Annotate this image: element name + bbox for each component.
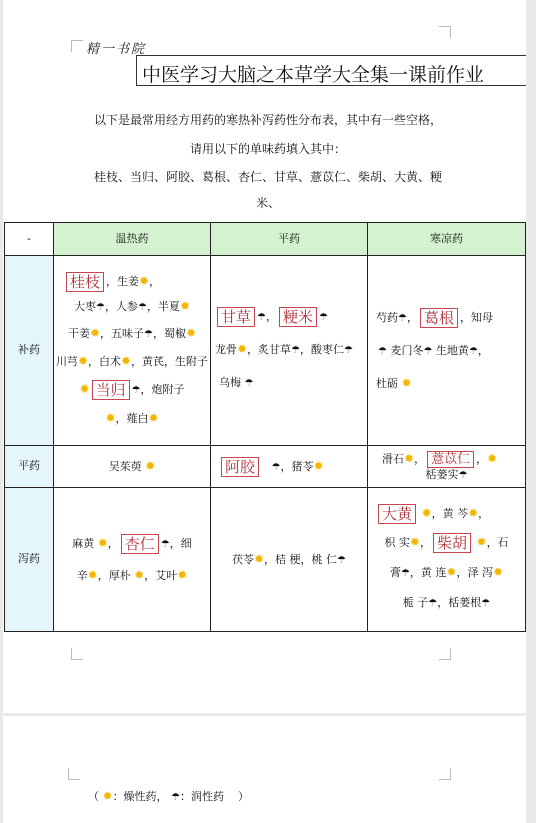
- sun-icon: ✹: [105, 411, 116, 425]
- sun-icon: ✹: [468, 506, 479, 520]
- sun-icon: ✹: [77, 354, 88, 368]
- sun-icon: ✹: [145, 458, 156, 473]
- herb-text: ，: [478, 507, 490, 520]
- herb-text: ，艾叶: [144, 569, 178, 582]
- answer-box: 杏仁: [121, 534, 159, 554]
- herb-text: 栝蒌实: [425, 467, 459, 481]
- answer-box: 粳米: [279, 307, 317, 327]
- sun-icon: ✹: [179, 299, 190, 313]
- answer-box: 桂枝: [66, 272, 104, 292]
- crop-mark: [439, 26, 451, 38]
- umbrella-icon: ☂: [458, 469, 468, 481]
- sun-icon: ✹: [492, 565, 504, 579]
- answer-box: 柴胡: [433, 533, 471, 553]
- sun-icon: ✹: [237, 341, 248, 356]
- herb-text: ，桔 梗，桃 仁: [264, 552, 338, 566]
- answer-box: 葛根: [420, 308, 458, 328]
- page-title: 中医学习大脑之本草学大全集一课前作业: [142, 64, 485, 86]
- herb-text: 滑石: [382, 452, 404, 466]
- herb-text: ，薤白: [115, 412, 149, 425]
- umbrella-icon: ☂: [344, 344, 353, 356]
- umbrella-icon: ☂: [271, 461, 281, 473]
- herb-text: ，石: [486, 536, 509, 549]
- sun-icon: ✹: [139, 274, 150, 288]
- herb-text: 吴茱萸: [108, 459, 142, 473]
- sun-icon: ✹: [185, 326, 197, 340]
- herb-text: ，黄芪，生附子: [131, 355, 209, 368]
- herb-text: ，: [419, 536, 431, 549]
- herb-text: ，细: [169, 537, 192, 550]
- herb-text: 膏: [389, 566, 401, 579]
- row-header-purgative: 泻药: [5, 488, 54, 632]
- legend: [88, 788, 249, 804]
- herb-text: 川芎: [55, 355, 78, 368]
- column-header-neutral: 平药: [211, 223, 368, 256]
- umbrella-icon: ☂: [96, 302, 105, 313]
- legend-moist-label: ：润性药: [180, 790, 225, 803]
- umbrella-icon: ☂: [291, 344, 301, 356]
- answer-box: 阿胶: [221, 457, 259, 477]
- herb-text: ，栝蒌根: [437, 596, 482, 609]
- herb-text: 干姜: [67, 327, 90, 340]
- umbrella-icon: ☂: [423, 346, 433, 357]
- herb-text: ，酸枣仁: [300, 342, 345, 356]
- sun-icon: ✹: [404, 451, 415, 466]
- herb-text: ，蜀椒: [152, 327, 186, 340]
- herb-text: 杜砺: [376, 377, 398, 390]
- umbrella-icon: ☂: [160, 539, 170, 550]
- herb-text: 大枣: [74, 300, 96, 313]
- herb-text: ，知母: [459, 311, 493, 324]
- umbrella-icon: ☂: [171, 792, 181, 803]
- herb-text: 辛: [76, 569, 88, 582]
- cell-neutral-cold: [368, 446, 526, 488]
- umbrella-icon: ☂: [398, 313, 407, 324]
- herb-text: ，猪苓: [280, 459, 314, 473]
- herb-text: ，黄 连: [409, 566, 447, 579]
- umbrella-icon: ☂: [337, 554, 347, 566]
- intro-line: 请用以下的单味药填入其中：: [189, 142, 346, 156]
- legend-paren: ）: [238, 790, 250, 803]
- intro-line: 以下是最常用经方用药的寒热补泻药性分布表，其中有一些空格，: [93, 113, 442, 127]
- umbrella-icon: ☂: [428, 598, 438, 609]
- brand-logo: 精一书院: [86, 42, 147, 57]
- umbrella-icon: ☂: [131, 385, 141, 396]
- legend-paren: （: [88, 790, 99, 803]
- herb-text: ，: [265, 309, 277, 323]
- umbrella-icon: ☂: [481, 598, 491, 609]
- herb-text: 麦门冬: [390, 344, 424, 357]
- herb-text: ，: [476, 452, 488, 466]
- cell-neutral-warm: [54, 446, 211, 488]
- row-header-neutral: 平药: [5, 446, 54, 488]
- crop-mark: [71, 648, 83, 660]
- cell-neutral-neutral: [211, 446, 368, 488]
- sun-icon: ✹: [87, 568, 98, 582]
- sun-icon: ✹: [421, 506, 432, 520]
- sun-icon: ✹: [446, 565, 457, 579]
- sun-icon: ✹: [487, 451, 498, 466]
- herb-text: 栀 子: [402, 596, 429, 609]
- herb-text: ，: [414, 452, 426, 466]
- herb-text: ，: [107, 537, 119, 550]
- herb-property-table: [4, 222, 526, 632]
- umbrella-icon: ☂: [319, 311, 328, 323]
- umbrella-icon: ☂: [378, 346, 387, 357]
- row-header-tonic: 补药: [5, 256, 54, 446]
- umbrella-icon: ☂: [468, 346, 478, 357]
- crop-mark: [68, 768, 80, 780]
- cell-purgative-neutral: [211, 488, 368, 632]
- sun-icon: ✹: [177, 568, 188, 582]
- sun-icon: ✹: [79, 382, 90, 396]
- herb-text: 麻黄: [72, 537, 95, 550]
- sun-icon: ✹: [134, 568, 145, 582]
- answer-box: 当归: [92, 380, 130, 400]
- umbrella-icon: ☂: [144, 329, 153, 340]
- cell-tonic-neutral: [211, 256, 368, 446]
- cell-tonic-warm: [54, 256, 211, 446]
- umbrella-icon: ☂: [400, 568, 410, 579]
- umbrella-icon: ☂: [137, 302, 147, 313]
- herb-text: ，半夏: [146, 300, 180, 313]
- herb-text: ，厚朴: [97, 569, 131, 582]
- herb-text: ，炮附子: [140, 383, 185, 396]
- sun-icon: ✹: [476, 535, 487, 549]
- herb-text: ，泽 泻: [456, 566, 493, 579]
- herb-text: ，炙甘草: [247, 342, 292, 356]
- herb-text: 芍药: [376, 311, 398, 324]
- sun-icon: ✹: [148, 411, 159, 425]
- sun-icon: ✹: [97, 536, 108, 550]
- herb-text: 茯苓: [231, 552, 254, 566]
- answer-box: 甘草: [217, 307, 255, 327]
- herb-text: ，黄 芩: [431, 507, 469, 520]
- cell-tonic-cold: [368, 256, 526, 446]
- column-header-cold: 寒凉药: [368, 223, 526, 256]
- crop-mark: [439, 648, 451, 660]
- answer-box: 大黄: [378, 504, 416, 524]
- document-page-2: [3, 716, 526, 823]
- legend-dry-label: ：燥性药，: [112, 790, 168, 803]
- sun-icon: ✹: [102, 789, 113, 803]
- sun-icon: ✹: [89, 326, 101, 340]
- sun-icon: ✹: [121, 354, 132, 368]
- crop-mark: [439, 768, 451, 780]
- intro-line: 桂枝、当归、阿胶、葛根、杏仁、甘草、薏苡仁、柴胡、大黄、粳: [93, 170, 442, 184]
- herb-text: 生地黄: [435, 344, 469, 357]
- sun-icon: ✹: [409, 535, 420, 549]
- sun-icon: ✹: [253, 551, 265, 566]
- crop-mark: [71, 40, 83, 52]
- umbrella-icon: ☂: [244, 377, 254, 389]
- cell-purgative-warm: [54, 488, 211, 632]
- herb-text: ，: [406, 311, 418, 324]
- herb-text: ，人参: [104, 300, 138, 313]
- column-header-warm: 温热药: [54, 223, 211, 256]
- herb-text: ，生姜: [106, 275, 140, 288]
- cell-purgative-cold: [368, 488, 526, 632]
- herb-text: 乌梅: [219, 375, 241, 389]
- herb-text: ，白术: [88, 355, 121, 368]
- herb-text: ，: [477, 344, 489, 357]
- answer-box: 薏苡仁: [427, 451, 474, 468]
- herb-text: ，: [149, 275, 161, 288]
- sun-icon: ✹: [401, 376, 412, 390]
- herb-text: ，五味子: [100, 327, 145, 340]
- table-corner: -: [5, 223, 54, 256]
- herb-text: 龙骨: [215, 342, 237, 356]
- sun-icon: ✹: [313, 458, 324, 473]
- herb-text: 枳 实: [384, 536, 410, 549]
- intro-line: 米、: [255, 196, 280, 210]
- umbrella-icon: ☂: [257, 311, 266, 323]
